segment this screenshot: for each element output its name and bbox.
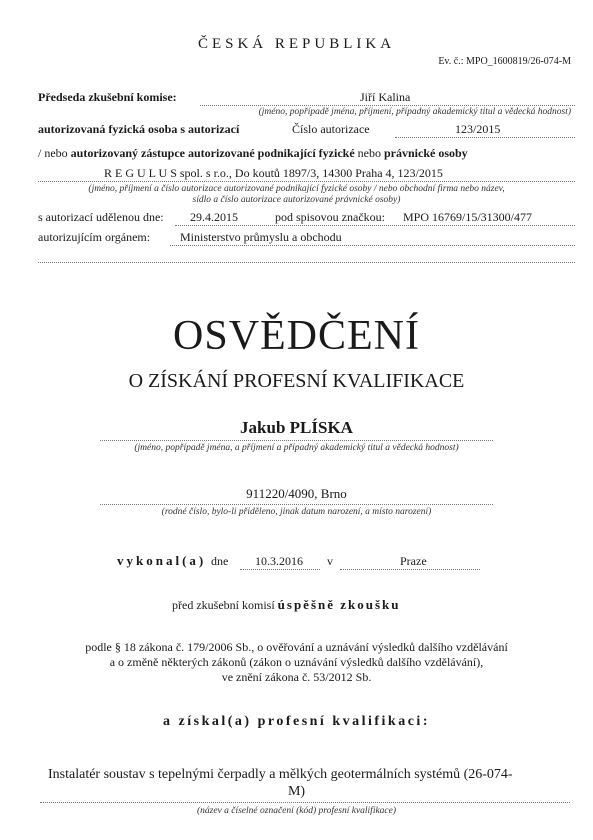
holder-last-name: PLÍSKA: [289, 418, 353, 437]
legal-entity-label: právnické osoby: [383, 146, 468, 160]
qualification-line-1: Instalatér soustav s tepelnými čerpadly a mělkých geotermálních systémů (26-074-: [48, 767, 513, 782]
authority-dotted-line: [170, 245, 575, 246]
authorized-person-label: autorizovaná fyzická osoba s autorizací: [38, 122, 240, 136]
certificate-subtitle: O ZÍSKÁNÍ PROFESNÍ KVALIFIKACE: [128, 370, 465, 392]
chair-label: Předseda zkušební komise:: [38, 90, 177, 104]
representative-line: [38, 146, 468, 161]
qualification-note: (název a číselné označení (kód) profesní kvalifikace): [196, 806, 397, 816]
exam-place: Praze: [400, 554, 427, 568]
law-line-3: ve znění zákona č. 53/2012 Sb.: [221, 670, 372, 684]
representative-or: nebo: [357, 146, 381, 160]
exam-date-dotted-line: [240, 569, 320, 570]
representative-prefix: / nebo: [38, 146, 68, 160]
qualification-dotted-line: [40, 802, 570, 803]
holder-dotted-line: [100, 440, 493, 441]
empty-dotted-line: [38, 262, 575, 263]
holder-first-name: Jakub: [240, 418, 286, 437]
law-line-2: a o změně některých zákonů (zákon o uznávání výsledků dalšího vzdělávání),: [109, 655, 484, 669]
country-heading: ČESKÁ REPUBLIKA: [197, 36, 396, 52]
representative-label: autorizovaný zástupce autorizované podnikající fyzické: [70, 146, 355, 160]
before-committee: před zkušební komisí: [172, 598, 275, 612]
evidence-number: Ev. č.: MPO_1600819/26-074-M: [438, 56, 571, 67]
company-line: [104, 166, 443, 181]
company-name-spaced: R E G U L U S: [104, 166, 177, 180]
chair-note: (jméno, popřípadě jména, příjmení, případný akademický titul a vědecká hodnost): [258, 107, 571, 117]
certificate-title: OSVĚDČENÍ: [173, 313, 420, 359]
performed-label: vykonal(a): [117, 553, 207, 568]
company-note-1: (jméno, příjmení a číslo autorizace autorizované podnikající fyzické osoby / nebo obchodní firma nebo název,: [88, 184, 505, 194]
committee-exam-line: [172, 597, 401, 613]
success-exam: úspěšně zkoušku: [277, 597, 401, 612]
birth-dotted-line: [100, 504, 493, 505]
law-line-1: podle § 18 zákona č. 179/2006 Sb., o ověřování a uznávání výsledků dalšího vzdělávání: [85, 640, 508, 654]
birth-info: 911220/4090, Brno: [246, 486, 347, 501]
on-label: dne: [211, 554, 229, 568]
file-label: pod spisovou značkou:: [275, 210, 385, 224]
chair-name: Jiří Kalina: [360, 90, 411, 104]
authorization-dotted-line: [395, 137, 575, 138]
qualification-line-2: M): [287, 784, 306, 799]
in-label: v: [327, 554, 333, 568]
file-number: MPO 16769/15/31300/477: [403, 210, 533, 224]
company-details: spol. s r.o., Do koutů 1897/3, 14300 Praha 4, 123/2015: [179, 166, 443, 180]
company-note-2: sídlo a číslo autorizace autorizované právnické osoby): [192, 195, 401, 205]
authority-label: autorizujícím orgánem:: [38, 230, 151, 244]
exam-place-dotted-line: [340, 569, 480, 570]
birth-note: (rodné číslo, bylo-li přiděleno, jinak datum narození, a místo narození): [161, 507, 432, 517]
authorization-number-label: Číslo autorizace: [292, 122, 370, 136]
chair-dotted-line: [200, 105, 575, 106]
granted-dotted-line: [175, 225, 575, 226]
granted-date: 29.4.2015: [190, 210, 238, 224]
holder-name: [0, 418, 593, 438]
authorization-number: 123/2015: [455, 122, 501, 136]
granted-label: s autorizací udělenou dne:: [38, 210, 164, 224]
exam-date: 10.3.2016: [255, 554, 303, 568]
company-dotted-line: [38, 181, 575, 182]
holder-note: (jméno, popřípadě jména, a příjmení a případný akademický titul a vědecká hodnost): [134, 443, 459, 453]
acquired-heading: a získal(a) profesní kvalifikaci:: [163, 714, 430, 729]
authority: Ministerstvo průmyslu a obchodu: [180, 230, 342, 244]
